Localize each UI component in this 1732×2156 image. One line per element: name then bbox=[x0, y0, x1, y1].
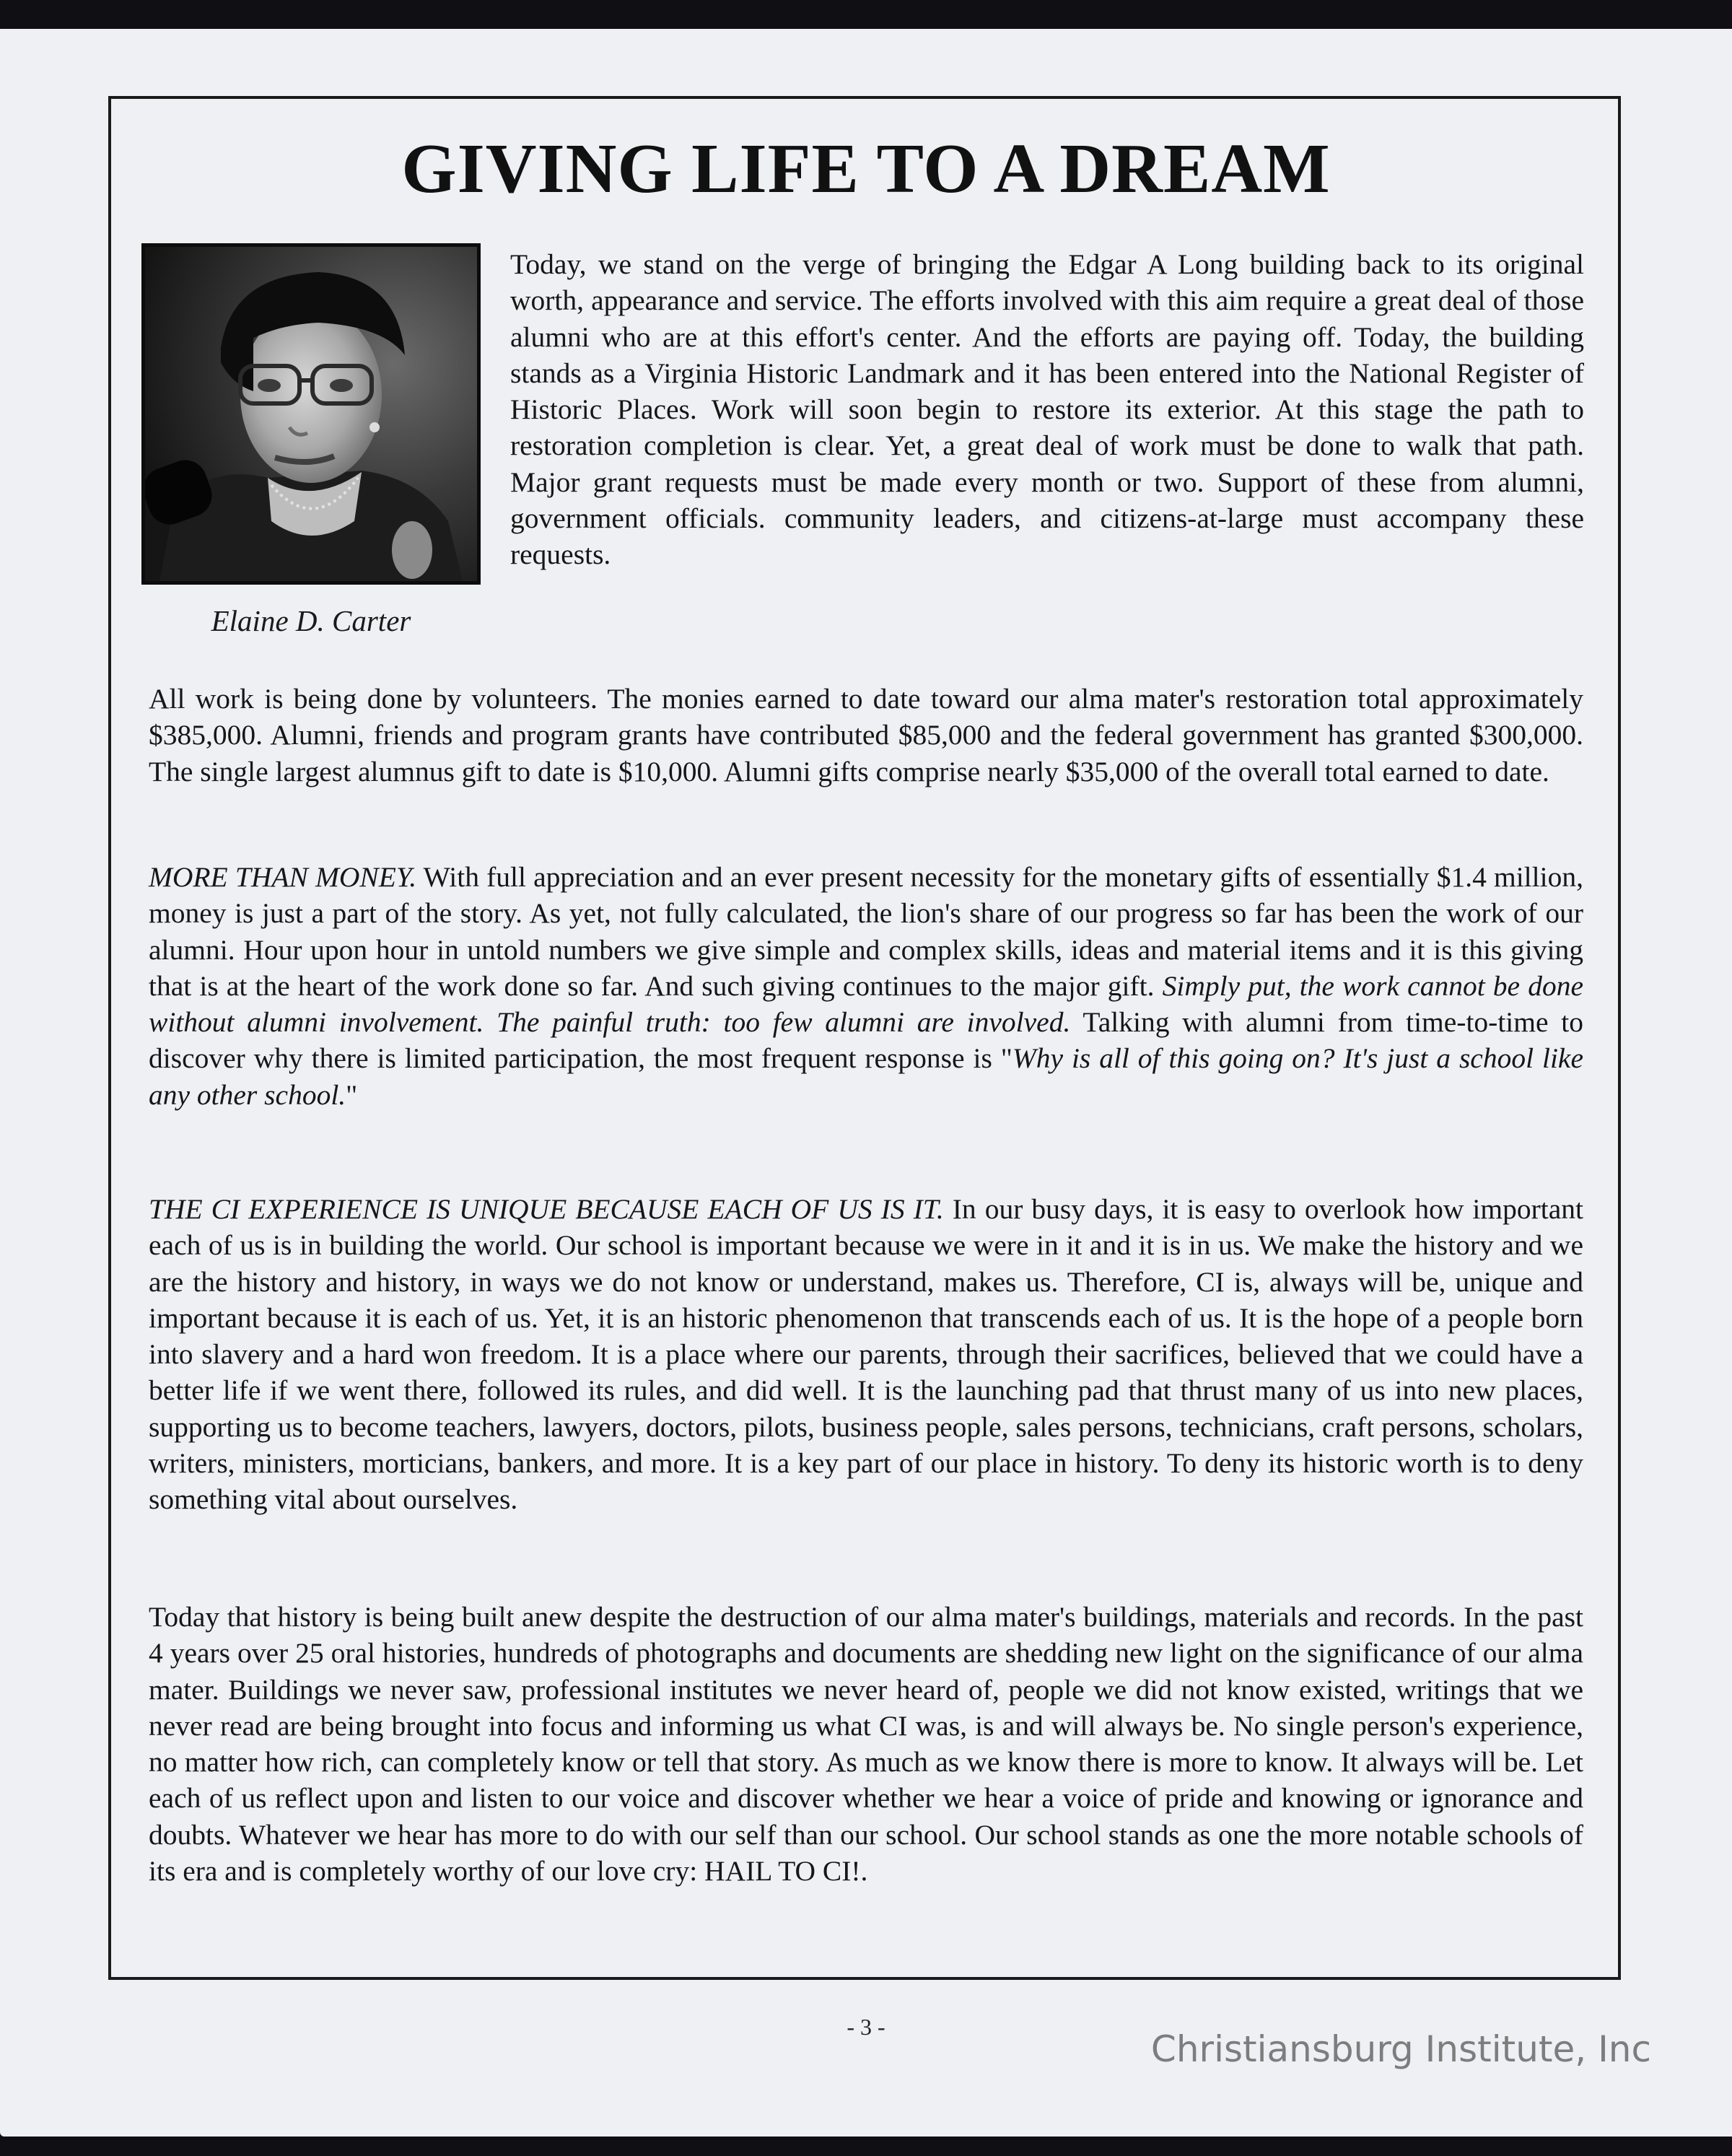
paragraph-3-segment: " bbox=[346, 1078, 358, 1111]
watermark-text: Christiansburg Institute, Inc bbox=[1150, 2028, 1651, 2070]
paragraph-4-segment: In our busy days, it is easy to overlook how important each of us is in building the world. Our school is important because we were in it and it is in us. We make the history and we are the history and history, in ways we do not know or understand, makes us. Therefore, CI is, always will be, unique and important because it is each of us. Yet, it is an historic phenomenon that transcends each of us. It is the hope of a people born into slavery and a hard won freedom. It is a place where our parents, through their sacrifices, believed that we could have a better life if we went there, followed its rules, and did well. It is the launching pad that thrust many of us into new places, supporting us to become teachers, lawyers, doctors, pilots, business people, sales persons, technicians, craft persons, scholars, writers, ministers, morticians, bankers, and more. It is a key part of our place in history. To deny its historic worth is to deny something vital about ourselves. bbox=[149, 1193, 1583, 1516]
paragraph-3-segment: Why is all of this going on? It's just a school like any other school. bbox=[149, 1042, 1583, 1111]
photo-caption: Elaine D. Carter bbox=[211, 604, 411, 637]
paragraph-2 bbox=[149, 681, 1583, 790]
paragraph-3-segment: With full appreciation and an ever present necessity for the monetary gifts of essentially $1.4 million, money is just a part of the story. As yet, not fully calculated, the lion's share of our progress so far has been the work of our alumni. Hour upon hour in untold numbers we give simple and complex skills, ideas and material items and it is this giving that is at the heart of the work done so far. And such giving continues to the major gift. bbox=[149, 861, 1583, 1002]
paragraph-3-segment: Talking with alumni from time-to-time to discover why there is limited participation, the most frequent response is " bbox=[149, 1006, 1583, 1075]
paragraph-3 bbox=[149, 859, 1583, 1113]
paragraph-4-segment: THE CI EXPERIENCE IS UNIQUE BECAUSE EACH OF US IS IT. bbox=[149, 1193, 944, 1225]
portrait-photo bbox=[141, 243, 481, 585]
page-number: - 3 - bbox=[847, 2014, 885, 2040]
portrait-illustration bbox=[145, 247, 477, 581]
paragraph-3-segment: MORE THAN MONEY. bbox=[149, 861, 417, 893]
paragraph-5 bbox=[149, 1599, 1583, 1889]
paragraph-4 bbox=[149, 1191, 1583, 1518]
paragraph-3-segment: Simply put, the work cannot be done without alumni involvement. The painful truth: too few alumni are involved. bbox=[149, 969, 1583, 1039]
paragraph-1-segment: Today, we stand on the verge of bringing the Edgar A Long building back to its original worth, appearance and service. The efforts involved with this aim require a great deal of those alumni who are at this effort's center. And the efforts are paying off. Today, the building stands as a Virginia Historic Landmark and it has been entered into the National Register of Historic Places. Work will soon begin to restore its exterior. At this stage the path to restoration completion is clear. Yet, a great deal of work must be done to walk that path. Major grant requests must be made every month or two. Support of these from alumni, government officials. community leaders, and citizens-at-large must accompany these requests. bbox=[510, 248, 1584, 571]
paragraph-1 bbox=[510, 246, 1584, 573]
article-title: GIVING LIFE TO A DREAM bbox=[401, 130, 1331, 208]
paragraph-2-segment: All work is being done by volunteers. The monies earned to date toward our alma mater's restoration total approximately $385,000. Alumni, friends and program grants have contributed $85,000 and the federal government has granted $300,000. The single largest alumnus gift to date is $10,000. Alumni gifts comprise nearly $35,000 of the overall total earned to date. bbox=[149, 683, 1583, 787]
paragraph-5-segment: Today that history is being built anew despite the destruction of our alma mater's buildings, materials and records. In the past 4 years over 25 oral histories, hundreds of photographs and documents are shedding new light on the significance of our alma mater. Buildings we never saw, professional institutes we never heard of, people we did not know existed, writings that we never read are being brought into focus and informing us what CI was, is and will always be. No single person's experience, no matter how rich, can completely know or tell that story. As much as we know there is more to know. It always will be. Let each of us reflect upon and listen to our voice and discover whether we hear a voice of pride and knowing or ignorance and doubts. Whatever we hear has more to do with our self than our school. Our school stands as one the more notable schools of its era and is completely worthy of our love cry: HAIL TO CI!. bbox=[149, 1601, 1583, 1887]
